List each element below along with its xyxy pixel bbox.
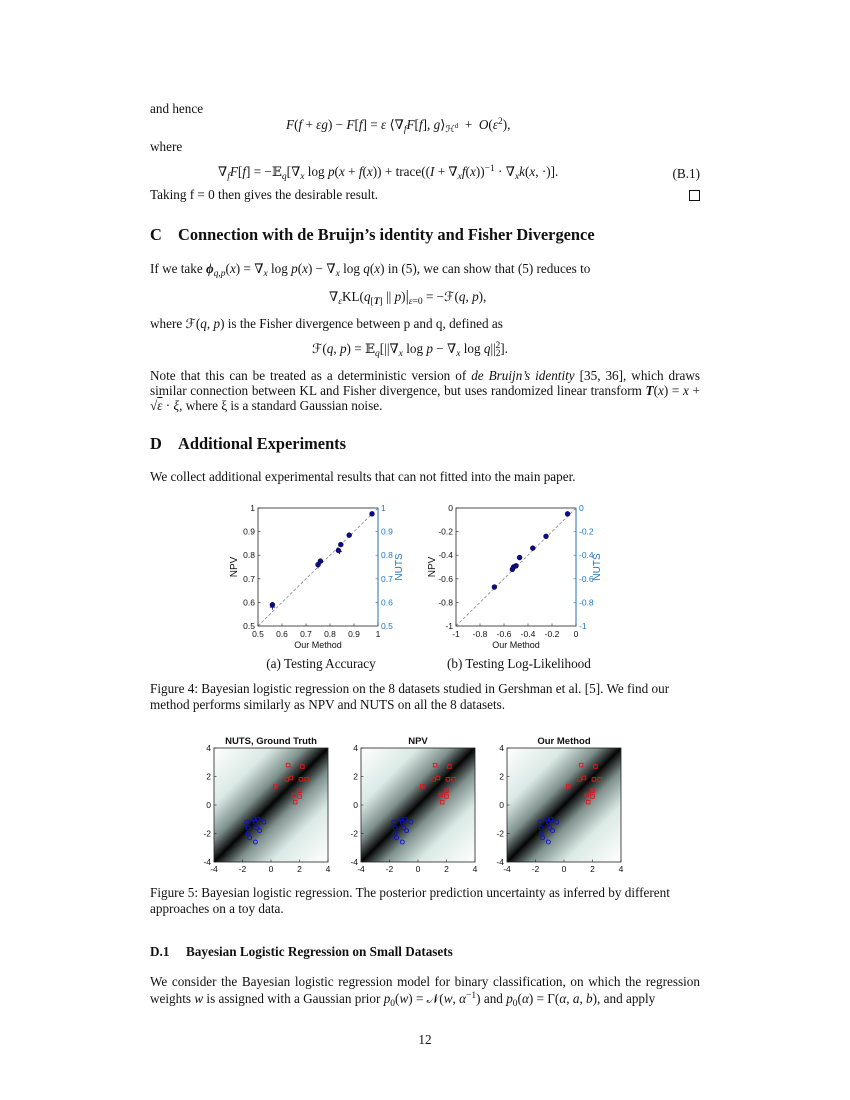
y-tick-label: 1 [250, 503, 255, 513]
subsection-d1-heading [150, 944, 453, 960]
heatmap-plot-1 [203, 736, 330, 874]
figure-4 [0, 500, 850, 660]
y-tick-label: 4 [353, 743, 358, 753]
y2-tick-label: 1 [381, 503, 386, 513]
x-axis-label: Our Method [492, 640, 540, 650]
y2-tick-label: -0.6 [579, 573, 594, 584]
equation-fisher-divergence: ℱ(q, $p) = 𝔼_q[||\nabla_x$ $\log p - \nabla_x$ $\log q||_2^2$]. [312, 341, 508, 359]
c3-emphasis: de Bruijn’s identity [471, 368, 575, 383]
x-tick-label: 2 [590, 864, 595, 874]
y-tick-label: -4 [496, 857, 504, 867]
c3-part-b: [35, 36], which draws similar connection between KL and Fisher divergence, but uses randomized linear transform [150, 368, 700, 398]
x-tick-label: 4 [618, 864, 624, 874]
scatter-plot-1 [229, 503, 405, 650]
c1-lead: If we take [150, 261, 203, 276]
heatmap-plot-2 [350, 736, 477, 874]
d1-part-d: , and apply [597, 991, 656, 1006]
data-point [517, 555, 522, 560]
data-point [514, 563, 519, 568]
section-d-heading [150, 434, 346, 454]
y2-tick-label: -1 [579, 621, 587, 631]
y-tick-label: -2 [350, 828, 358, 839]
d1-part-b: is assigned with a Gaussian prior [206, 991, 381, 1006]
uncertainty-heatmap [507, 748, 621, 862]
subcaption-a: (a) Testing Accuracy [266, 656, 376, 671]
section-d-title: Additional Experiments [178, 434, 347, 453]
c3-part-c: , where ξ is a standard Gaussian noise. [179, 398, 383, 413]
x-tick-label: 0.9 [348, 629, 360, 639]
y-tick-label: 0.8 [243, 550, 255, 561]
text-taking-f-zero: Taking f = 0 then gives the desirable result. [150, 187, 379, 202]
equation-kl-derivative: $\nabla_\varepsilon KL(q_{[T]}$ || $p)|_{\varepsilon=0}$ = −ℱ(q, p), [329, 288, 487, 307]
text-where: where [150, 139, 183, 154]
uncertainty-heatmap [361, 748, 475, 862]
x-tick-label: 4 [325, 864, 331, 874]
d1-part-a: We consider the Bayesian logistic regression model for binary classification, on which the regression weights [150, 974, 700, 1006]
x-tick-label: -0.6 [496, 629, 512, 639]
y-tick-label: 4 [206, 743, 211, 753]
data-point [338, 542, 343, 547]
y-tick-label: 0.6 [243, 597, 255, 608]
equation-f-expansion: F(f + εg) − F[f] = ε $⟨\nabla_fF[f]$, $g⟩_{ℋ^d} + O(\varepsilon^2)$, [286, 117, 511, 135]
x-tick-label: -1 [452, 629, 460, 639]
subcaption-b: (b) Testing Log-Likelihood [447, 656, 591, 671]
y-tick-label: 0.5 [243, 621, 255, 631]
y-axis-label-nuts: NUTS [592, 553, 603, 581]
y-tick-label: -2 [203, 828, 211, 839]
data-point [544, 534, 549, 539]
figure-5-caption: Figure 5: Bayesian logistic regression. The posterior prediction uncertainty as inferred by different approaches on a toy data. [150, 885, 670, 916]
data-point [565, 511, 570, 516]
y-tick-label: -2 [496, 828, 504, 839]
y2-tick-label: -0.4 [579, 550, 594, 561]
y-tick-label: 2 [499, 771, 504, 782]
x-tick-label: -0.4 [520, 629, 536, 639]
page-number: 12 [418, 1032, 432, 1047]
x-tick-label: 4 [472, 864, 478, 874]
c2-rest: is the Fisher divergence between p and q, defined as [227, 316, 503, 331]
paragraph-d: We collect additional experimental results that can not fitted into the main paper. [150, 469, 576, 484]
y-tick-label: 2 [206, 771, 211, 782]
data-point [492, 585, 497, 590]
section-c-number: C [150, 225, 162, 244]
c1-rest: we can show that (5) reduces to [423, 261, 591, 276]
x-tick-label: -2 [385, 864, 394, 874]
x-tick-label: -4 [357, 864, 365, 874]
x-axis-label: Our Method [294, 640, 342, 650]
y-tick-label: 4 [499, 743, 504, 753]
x-tick-label: 1 [375, 629, 381, 639]
y2-tick-label: 0.6 [381, 597, 393, 608]
figure-4-caption: Figure 4: Bayesian logistic regression on the 8 datasets studied in Gershman et al. [5]. We find our method performs similarly as NPV and NUTS on all the 8 datasets. [150, 681, 670, 712]
y-tick-label: 0 [448, 503, 453, 513]
x-tick-label: 0 [573, 629, 579, 639]
y-tick-label: -0.4 [438, 550, 453, 561]
y-tick-label: 0.9 [243, 526, 255, 537]
c2-lead: where [150, 316, 183, 331]
data-point [318, 559, 323, 564]
x-tick-label: 2 [297, 864, 302, 874]
y2-tick-label: 0 [579, 503, 584, 513]
equation-number-b1: (B.1) [672, 166, 700, 181]
x-tick-label: 0 [561, 864, 567, 874]
heatmap-title: NPV [408, 736, 428, 747]
subsection-d1-title: Bayesian Logistic Regression on Small Datasets [186, 944, 453, 959]
y-axis-label-npv: NPV [229, 556, 240, 578]
y2-tick-label: -0.8 [579, 597, 594, 608]
x-tick-label: 0.7 [300, 629, 312, 639]
section-c-heading [150, 225, 595, 245]
section-c-title: Connection with de Bruijn’s identity and Fisher Divergence [178, 225, 595, 244]
y2-tick-label: 0.7 [381, 573, 393, 584]
scatter-plot-2 [427, 503, 603, 650]
x-tick-label: 0.6 [276, 629, 288, 639]
x-tick-label: -0.2 [544, 629, 560, 639]
x-tick-label: -2 [531, 864, 540, 874]
y-tick-label: -0.2 [438, 526, 453, 537]
y-tick-label: -0.8 [438, 597, 453, 608]
paragraph-c2: where ℱ(q, p) is the Fisher divergence between p and q, defined as [150, 316, 503, 331]
figure-5 [0, 730, 850, 878]
y-tick-label: 0 [206, 800, 211, 810]
y-tick-label: 0 [499, 800, 504, 810]
y2-tick-label: 0.9 [381, 526, 393, 537]
x-tick-label: 0 [415, 864, 421, 874]
y-axis-label-nuts: NUTS [394, 553, 405, 581]
data-point [347, 533, 352, 538]
section-d-number: D [150, 434, 162, 453]
data-point [530, 546, 535, 551]
x-tick-label: -2 [238, 864, 247, 874]
uncertainty-heatmap [214, 748, 328, 862]
x-tick-label: -4 [503, 864, 511, 874]
y-tick-label: -4 [203, 857, 211, 867]
heatmap-title: Our Method [537, 736, 591, 747]
c3-part-a: Note that this can be treated as a deterministic version of [150, 368, 467, 383]
paragraph-d1: We consider the Bayesian logistic regression model for binary classification, on which the regression weights w is assigned with a Gaussian prior $p_0(w)$ = 𝒩(w, $\alpha^{-1}$) and $p_0(\alpha) = \Gamma(\alpha$, a, b), and apply [150, 974, 700, 1009]
y-tick-label: 2 [353, 771, 358, 782]
x-tick-label: -4 [210, 864, 218, 874]
subsection-d1-number: D.1 [150, 944, 170, 959]
y2-tick-label: -0.2 [579, 526, 594, 537]
qed-square-icon [689, 190, 700, 201]
heatmap-plot-3 [496, 736, 623, 874]
paragraph-c3: Note that this can be treated as a deterministic version of de Bruijn’s identity [35, 36], which draws similar connection between KL and Fisher divergence, but uses randomized linear transform T(x) = x + √ε · ξ, where ξ is a standard Gaussian noise. [150, 368, 700, 413]
y-tick-label: 0 [353, 800, 358, 810]
x-tick-label: 0.8 [324, 629, 336, 639]
y-tick-label: -1 [445, 621, 453, 631]
x-tick-label: 0.5 [252, 629, 264, 639]
text-and-hence: and hence [150, 101, 204, 116]
y2-tick-label: 0.8 [381, 550, 393, 561]
y-tick-label: -0.6 [438, 573, 453, 584]
y-axis-label-npv: NPV [427, 556, 438, 578]
y2-tick-label: 0.5 [381, 621, 393, 631]
d1-part-c: and [483, 991, 503, 1006]
x-tick-label: -0.8 [472, 629, 488, 639]
y-tick-label: 0.7 [243, 573, 255, 584]
paragraph-c1: If we take $\phi_{q,p}(x) = \nabla_x$ $\log p(x) - \nabla_x$ log q(x) in (5), we can show that (5) reduces to [150, 261, 591, 279]
equation-b1: $\nabla_fF[f]$ = $-𝔼_q[\nabla_x$ log p(x + f(x)) + trace((I + $\nabla_xf(x))^{-1} \cdot \nabla_xk(x$, ·)]. [218, 164, 559, 182]
x-tick-label: 2 [444, 864, 449, 874]
x-tick-label: 0 [268, 864, 274, 874]
heatmap-title: NUTS, Ground Truth [225, 736, 317, 747]
y-tick-label: -4 [350, 857, 358, 867]
data-point [336, 548, 341, 553]
